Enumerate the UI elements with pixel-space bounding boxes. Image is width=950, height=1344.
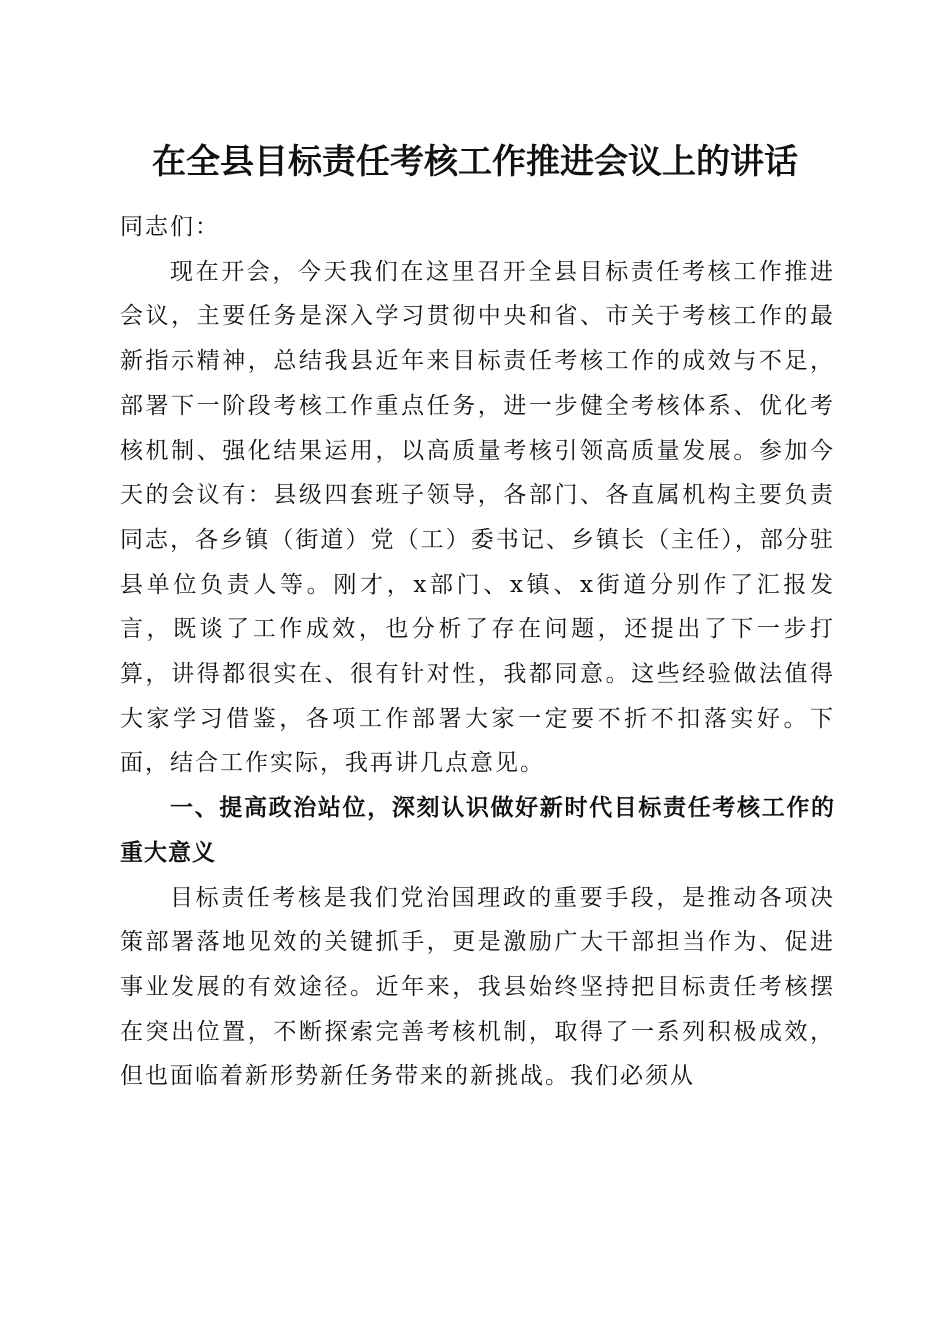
section-paragraph: 目标责任考核是我们党治国理政的重要手段，是推动各项决策部署落地见效的关键抓手，更是激励广大干部担当作为、促进事业发展的有效途径。近年来，我县始终坚持把目标责任考核摆在突出位置，不断探索完善考核机制，取得了一系列积极成效，但也面临着新形势新任务带来的新挑战。我们必须从: [120, 884, 835, 1090]
document-body: [120, 205, 835, 1099]
opening-paragraph: 现在开会，今天我们在这里召开全县目标责任考核工作推进会议，主要任务是深入学习贯彻中央和省、市关于考核工作的最新指示精神，总结我县近年来目标责任考核工作的成效与不足，部署下一阶段考核工作重点任务，进一步健全考核体系、优化考核机制、强化结果运用，以高质量考核引领高质量发展。参加今天的会议有：县级四套班子领导，各部门、各直属机构主要负责同志，各乡镇（街道）党（工）委书记、乡镇长（主任），部分驻县单位负责人等。刚才，x部门、x镇、x街道分别作了汇报发言，既谈了工作成效，也分析了存在问题，还提出了下一步打算，讲得都很实在、很有针对性，我都同意。这些经验做法值得大家学习借鉴，各项工作部署大家一定要不折不扣落实好。下面，结合工作实际，我再讲几点意见。: [120, 258, 835, 777]
document-title: 在全县目标责任考核工作推进会议上的讲话: [152, 142, 798, 182]
salutation: 同志们：: [120, 214, 220, 240]
section-heading: 一、提高政治站位，深刻认识做好新时代目标责任考核工作的重大意义: [120, 795, 835, 866]
